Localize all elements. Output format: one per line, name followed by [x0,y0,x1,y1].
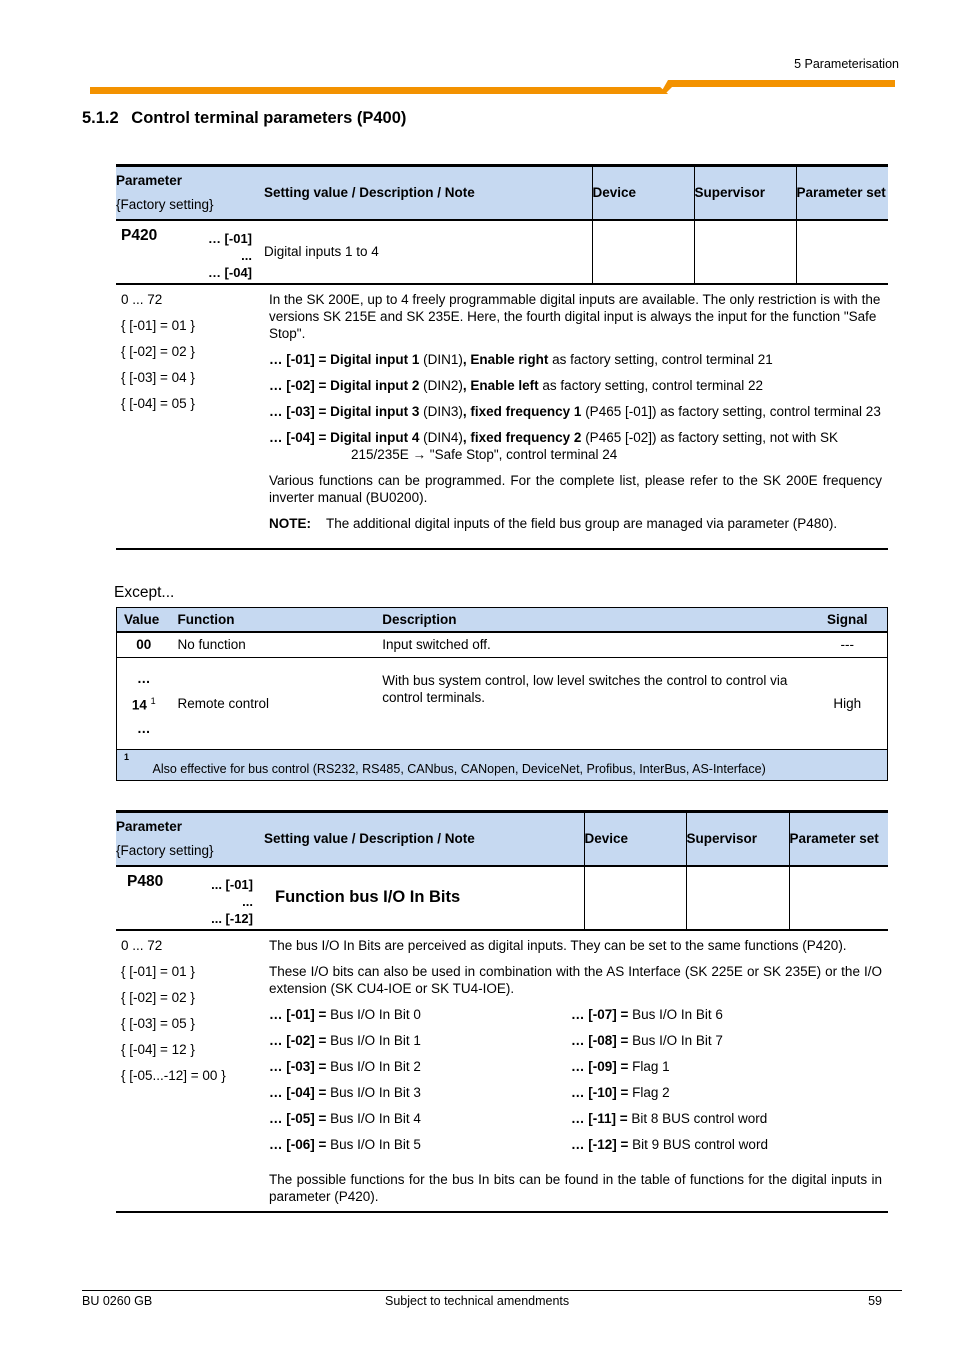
p480-bit-col-left [269,1006,571,1162]
p420-description [264,284,888,549]
p480-id: P480 [127,872,164,890]
except-table [116,607,888,781]
section-title: Control terminal parameters (P400) [131,109,407,127]
header-setting: Setting value / Description / Note [264,185,475,201]
ellipsis: … [136,671,151,687]
p480-id-row [116,866,888,930]
header-supervisor: Supervisor [694,166,796,220]
bit-item: … [-10] = Flag 2 [571,1084,670,1100]
except-header-signal: Signal [827,611,868,627]
except-signal: High [833,696,862,711]
bit-item: … [-11] = Bit 8 BUS control word [571,1110,768,1126]
footer-note: Subject to technical amendments [385,1294,570,1308]
except-footnote-row [117,750,888,781]
bit-item: … [-02] = Bus I/O In Bit 1 [269,1032,421,1048]
header-parameter: Parameter [116,173,183,189]
p420-body-row [116,284,888,549]
except-row [117,658,888,750]
footnote-ref: 1 [150,696,156,707]
except-header-description: Description [382,611,457,627]
except-description: Input switched off. [382,637,491,653]
header-parameter: Parameter [116,819,183,835]
factory-value: { [-01] = 01 } [121,963,195,979]
footnote-mark: 1 [124,752,130,762]
except-description: With bus system control, low level switches the control to control via control terminals. [382,673,788,705]
factory-value: { [-03] = 05 } [121,1015,195,1031]
p480-table [116,810,888,1213]
except-header-value: Value [124,611,160,627]
factory-value: { [-05...-12] = 00 } [121,1067,226,1083]
header-factory: {Factory setting} [116,197,214,213]
section-heading [82,109,406,128]
except-value [117,658,171,750]
header-device: Device [584,812,686,866]
factory-value: { [-01] = 01 } [121,317,195,333]
p420-idx-to: … [-04] [207,264,252,280]
p480-factory [116,930,264,1212]
ellipsis: … [136,720,151,736]
p420-intro: In the SK 200E, up to 4 freely programmable digital inputs are available. The only restriction is with the versions SK 215E and SK 235E. Here, the fourth digital input is always the input for the function "Safe Stop". [269,291,881,341]
p480-para: The bus I/O In Bits are perceived as digital inputs. They can be set to the same functions (P420). [269,937,847,953]
p420-idx-dots: ... [241,247,252,263]
footer-doc-id: BU 0260 GB [82,1294,153,1308]
factory-value: { [-04] = 12 } [121,1041,195,1057]
except-header-row [117,608,888,632]
p480-para: These I/O bits can also be used in combination with the AS Interface (SK 225E or SK 235E) or the I/O extension (SK CU4-IOE or SK TU4-IOE). [269,963,882,996]
p480-idx-to: ... [-12] [211,910,253,926]
bit-item: … [-09] = Flag 1 [571,1058,670,1074]
header-device: Device [592,166,694,220]
bit-item: … [-01] = Bus I/O In Bit 0 [269,1006,421,1022]
p420-item: … [-04] = Digital input 4 (DIN4), fixed frequency 2 (P465 [-02]) as factory setting, not with SK 215/235E → "Safe Stop", control terminal 24 [269,429,839,462]
p480-bit-list [269,1006,882,1171]
bit-item: … [-06] = Bus I/O In Bit 5 [269,1136,421,1152]
p420-note: NOTE: The additional digital inputs of the field bus group are managed via parameter (P480). [269,515,838,531]
page-number: 59 [868,1294,882,1308]
bit-item: … [-12] = Bit 9 BUS control word [571,1136,768,1152]
header-accent-bar [90,78,895,94]
p480-body-row [116,930,888,1212]
p480-index-range [211,876,253,927]
p420-item: … [-01] = Digital input 1 (DIN1), Enable right as factory setting, control terminal 21 [269,351,773,367]
header-paramset: Parameter set [789,812,888,866]
except-signal: --- [840,637,855,653]
factory-value: { [-02] = 02 } [121,989,195,1005]
p420-various: Various functions can be programmed. For the complete list, please refer to the SK 200E frequency inverter manual (BU0200). [269,472,882,505]
p420-id: P420 [121,226,158,244]
p420-item: … [-02] = Digital input 2 (DIN2), Enable left as factory setting, control terminal 22 [269,377,764,393]
bit-item: … [-03] = Bus I/O In Bit 2 [269,1058,421,1074]
p480-bit-col-right [571,1006,768,1162]
except-label: Except... [114,584,175,601]
factory-range: 0 ... 72 [121,291,163,307]
bit-item: … [-08] = Bus I/O In Bit 7 [571,1032,723,1048]
header-paramset: Parameter set [796,166,888,220]
bit-item: … [-04] = Bus I/O In Bit 3 [269,1084,421,1100]
except-function: No function [177,637,246,653]
p420-table [116,164,888,550]
p480-title: Function bus I/O In Bits [275,888,461,906]
p420-item: … [-03] = Digital input 3 (DIN3), fixed frequency 1 (P465 [-01]) as factory setting, control terminal 23 [269,403,881,419]
except-value: 00 [136,637,152,653]
section-number: 5.1.2 [82,109,119,127]
footnote-text: Also effective for bus control (RS232, RS485, CANbus, CANopen, DeviceNet, Profibus, InterBus, AS-Interface) [152,762,766,777]
header-setting: Setting value / Description / Note [264,831,475,847]
p480-header-row [116,812,888,866]
bit-item: … [-07] = Bus I/O In Bit 6 [571,1006,723,1022]
p420-factory [116,284,264,549]
section-label: 5 Parameterisation [794,57,899,71]
p420-id-row [116,220,888,284]
p480-para: The possible functions for the bus In bits can be found in the table of functions for the digital inputs in parameter (P420). [269,1171,882,1204]
footer-divider [82,1290,902,1291]
p420-header-row [116,166,888,220]
p420-index-range [208,230,252,281]
p420-idx-from: … [-01] [207,230,252,246]
header-factory: {Factory setting} [116,843,214,859]
factory-value: { [-04] = 05 } [121,395,195,411]
except-row [117,632,888,658]
factory-value: { [-03] = 04 } [121,369,195,385]
p420-title: Digital inputs 1 to 4 [264,244,379,259]
factory-value: { [-02] = 02 } [121,343,195,359]
except-value-14: 14 [131,697,147,713]
header-supervisor: Supervisor [686,812,789,866]
factory-range: 0 ... 72 [121,937,163,953]
p480-idx-dots: ... [242,893,253,909]
except-function: Remote control [177,696,270,711]
p480-idx-from: ... [-01] [211,876,253,892]
bit-item: … [-05] = Bus I/O In Bit 4 [269,1110,421,1126]
except-header-function: Function [177,611,235,627]
p480-description [264,930,888,1212]
